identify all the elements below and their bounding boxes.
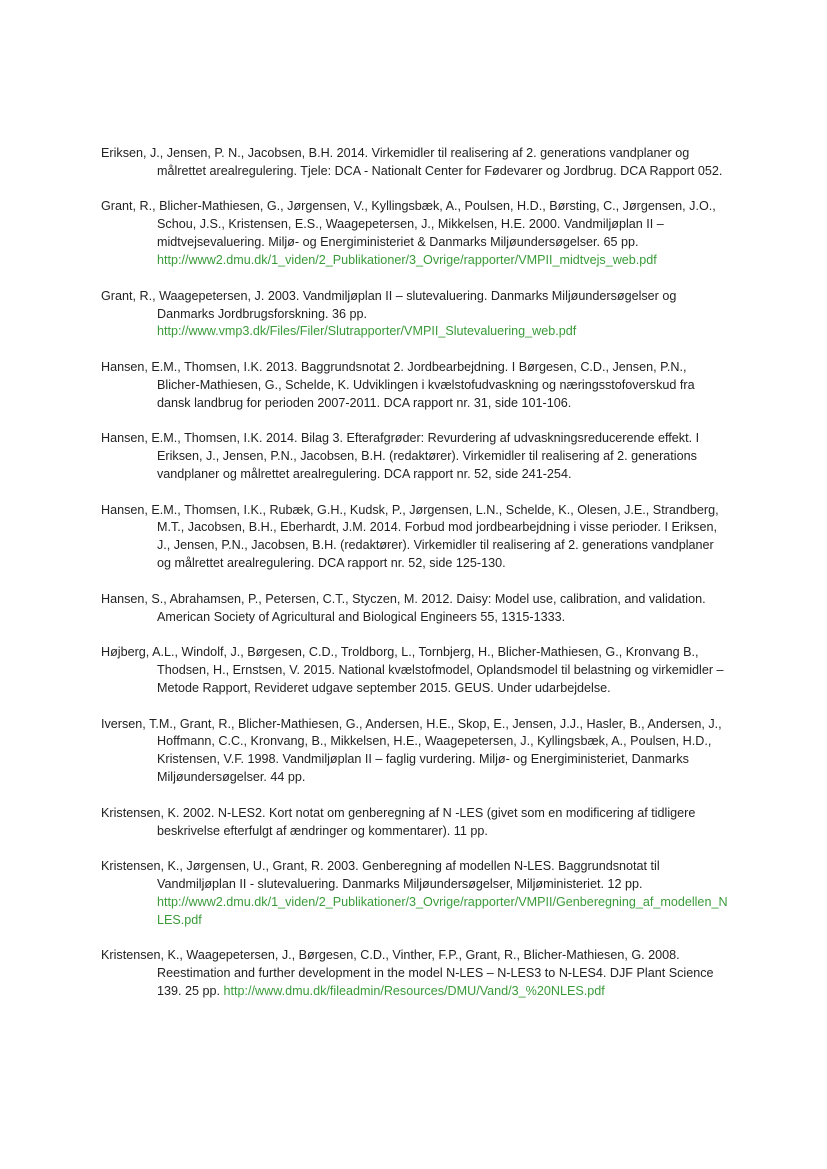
reference-text: Hansen, E.M., Thomsen, I.K. 2013. Baggrundsnotat 2. Jordbearbejdning. I Børgesen, C.D., Jensen, P.N., Blicher-Mathiesen, G., Schelde, K. Udviklingen i kvælstofudvaskning og næringsstofoverskud fra dansk landbrug for perioden 2007-2011. DCA rapport nr. 31, side 101-106.	[101, 359, 695, 410]
reference-item	[101, 198, 728, 270]
reference-item	[101, 716, 728, 788]
reference-link[interactable]: http://www2.dmu.dk/1_viden/2_Publikationer/3_Ovrige/rapporter/VMPII_midtvejs_web.pdf	[157, 253, 657, 268]
reference-text: Kristensen, K., Jørgensen, U., Grant, R. 2003. Genberegning af modellen N-LES. Baggrundsnotat til Vandmiljøplan II - slutevaluering. Danmarks Miljøundersøgelser, Miljøministeriet. 12 pp.	[101, 859, 660, 892]
reference-item	[101, 502, 728, 574]
reference-text: Højberg, A.L., Windolf, J., Børgesen, C.D., Troldborg, L., Tornbjerg, H., Blicher-Mathiesen, G., Kronvang B., Thodsen, H., Ernstsen, V. 2015. National kvælstofmodel, Oplandsmodel til belastning og virkemidler – Metode Rapport, Revideret udgave september 2015. GEUS. Under udarbejdelse.	[101, 645, 724, 695]
reference-item	[101, 947, 728, 1001]
reference-text: Grant, R., Blicher-Mathiesen, G., Jørgensen, V., Kyllingsbæk, A., Poulsen, H.D., Børsting, C., Jørgensen, J.O., Schou, J.S., Kristensen, E.S., Waagepetersen, J., Mikkelsen, H.E. 2000. Vandmiljøplan II – midtvejsevaluering. Miljø- og Energiministeriet & Danmarks Miljøundersøgelser. 65 pp.	[101, 199, 716, 250]
reference-item	[101, 288, 728, 342]
reference-item	[101, 858, 728, 930]
reference-item	[101, 359, 728, 413]
reference-item	[101, 591, 728, 627]
reference-link[interactable]: http://www.dmu.dk/fileadmin/Resources/DMU/Vand/3_%20NLES.pdf	[223, 984, 605, 999]
reference-text: Iversen, T.M., Grant, R., Blicher-Mathiesen, G., Andersen, H.E., Skop, E., Jensen, J.J., Hasler, B., Andersen, J., Hoffmann, C.C., Kronvang, B., Mikkelsen, H.E., Waagepetersen, J., Kyllingsbæk, A., Poulsen, H.D., Kristensen, V.F. 1998. Vandmiljøplan II – faglig vurdering. Miljø- og Energiministeriet, Danmarks Miljøundersøgelser. 44 pp.	[101, 716, 722, 785]
reference-item	[101, 145, 728, 181]
reference-item	[101, 805, 728, 841]
reference-text: Kristensen, K. 2002. N-LES2. Kort notat om genberegning af N -LES (givet som en modificering af tidligere beskrivelse efterfulgt af ændringer og kommentarer). 11 pp.	[101, 805, 696, 838]
reference-link[interactable]: http://www2.dmu.dk/1_viden/2_Publikationer/3_Ovrige/rapporter/VMPII/Genberegning_af_modellen_NLES.pdf	[157, 894, 728, 927]
reference-text: Hansen, E.M., Thomsen, I.K. 2014. Bilag 3. Efterafgrøder: Revurdering af udvaskningsreducerende effekt. I Eriksen, J., Jensen, P.N., Jacobsen, B.H. (redaktører). Virkemidler til realisering af 2. generations vandplaner og målrettet arealregulering. DCA rapport nr. 52, side 241-254.	[101, 431, 700, 482]
reference-text: Hansen, S., Abrahamsen, P., Petersen, C.T., Styczen, M. 2012. Daisy: Model use, calibration, and validation. American Society of Agricultural and Biological Engineers 55, 1315-1333.	[101, 591, 706, 624]
reference-link[interactable]: http://www.vmp3.dk/Files/Filer/Slutrapporter/VMPII_Slutevaluering_web.pdf	[157, 324, 577, 339]
reference-list	[101, 145, 728, 1019]
reference-item	[101, 644, 728, 698]
reference-item	[101, 430, 728, 484]
reference-text: Eriksen, J., Jensen, P. N., Jacobsen, B.H. 2014. Virkemidler til realisering af 2. generations vandplaner og målrettet arealregulering. Tjele: DCA - Nationalt Center for Fødevarer og Jordbrug. DCA Rapport 052.	[101, 146, 723, 178]
reference-text: Hansen, E.M., Thomsen, I.K., Rubæk, G.H., Kudsk, P., Jørgensen, L.N., Schelde, K., Olesen, J.E., Strandberg, M.T., Jacobsen, B.H., Eberhardt, J.M. 2014. Forbud mod jordbearbejdning i visse perioder. I Eriksen, J., Jensen, P.N., Jacobsen, B.H. (redaktører). Virkemidler til realisering af 2. generations vandplaner og målrettet arealregulering. DCA rapport nr. 52, side 125-130.	[101, 502, 719, 571]
reference-text: Grant, R., Waagepetersen, J. 2003. Vandmiljøplan II – slutevaluering. Danmarks Miljøundersøgelser og Danmarks Jordbrugsforskning. 36 pp.	[101, 288, 677, 321]
reference-text: Kristensen, K., Waagepetersen, J., Børgesen, C.D., Vinther, F.P., Grant, R., Blicher-Mathiesen, G. 2008. Reestimation and further development in the model N-LES – N-LES3 to N-LES4. DJF Plant Science 139. 25 pp.	[101, 948, 714, 999]
